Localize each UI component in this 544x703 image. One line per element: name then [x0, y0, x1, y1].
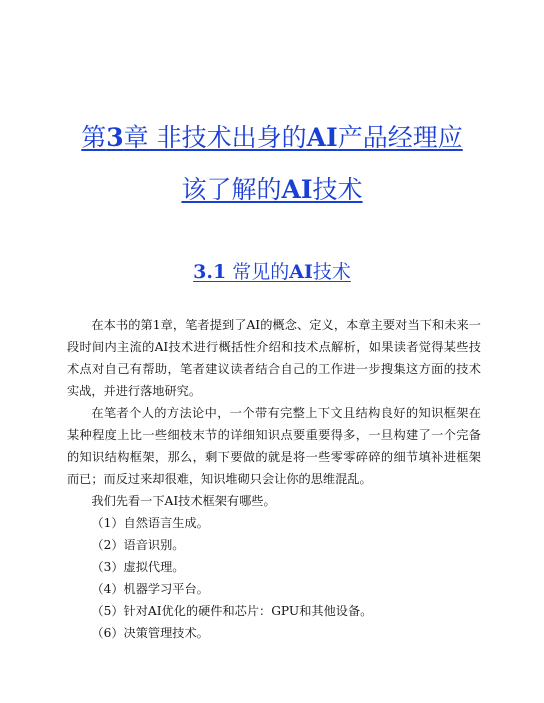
- list-item: （4）机器学习平台。: [91, 582, 209, 596]
- list-item: （6）决策管理技术。: [91, 626, 209, 640]
- chapter-title-mid: 章 非技术出身的: [123, 123, 307, 152]
- ai-tech-list: [67, 512, 481, 644]
- chapter-number: 3: [106, 123, 124, 152]
- section-title-prefix: 常见的: [226, 261, 290, 283]
- section-title: [40, 258, 504, 286]
- chapter-title-line1-link[interactable]: [81, 123, 462, 152]
- chapter-title-ai: AI: [306, 123, 338, 152]
- section-title-link[interactable]: [193, 261, 351, 283]
- chapter-title-line2-link[interactable]: [181, 175, 362, 204]
- list-item: （3）虚拟代理。: [91, 560, 185, 574]
- list-item: （1）自然语言生成。: [91, 516, 209, 530]
- paragraph-methodology: 在笔者个人的方法论中，一个带有完整上下文且结构良好的知识框架在某种程度上比一些细枝末节的详细知识点要重要得多，一旦构建了一个完备的知识结构框架，那么，剩下要做的就是将一些零零碎碎的细节填补进框架而已；而反过来却很难，知识堆砌只会让你的思维混乱。: [67, 406, 481, 486]
- chapter-title-line2-prefix: 该了解的: [181, 175, 282, 204]
- chapter-title: [40, 112, 504, 216]
- chapter-title-line2-ai: AI: [281, 175, 313, 204]
- paragraph-intro: 在本书的第1章，笔者提到了AI的概念、定义，本章主要对当下和未来一段时间内主流的AI技术进行概括性介绍和技术点解析，如果读者觉得某些技术点对自己有帮助，笔者建议读者结合自己的工作进一步搜集这方面的技术实战，并进行落地研究。: [67, 318, 481, 398]
- chapter-title-prefix: 第: [81, 123, 107, 152]
- chapter-title-suffix: 产品经理应: [337, 123, 463, 152]
- list-item: （2）语音识别。: [91, 538, 185, 552]
- body-text: [67, 314, 481, 644]
- chapter-title-line2-suffix: 技术: [312, 175, 363, 204]
- paragraph-lead-in: 我们先看一下AI技术框架有哪些。: [91, 494, 276, 508]
- section-title-suffix: 技术: [312, 261, 351, 283]
- section-title-ai: AI: [289, 261, 313, 283]
- list-item: （5）针对AI优化的硬件和芯片：GPU和其他设备。: [91, 604, 373, 618]
- section-number: 3.1: [193, 261, 227, 283]
